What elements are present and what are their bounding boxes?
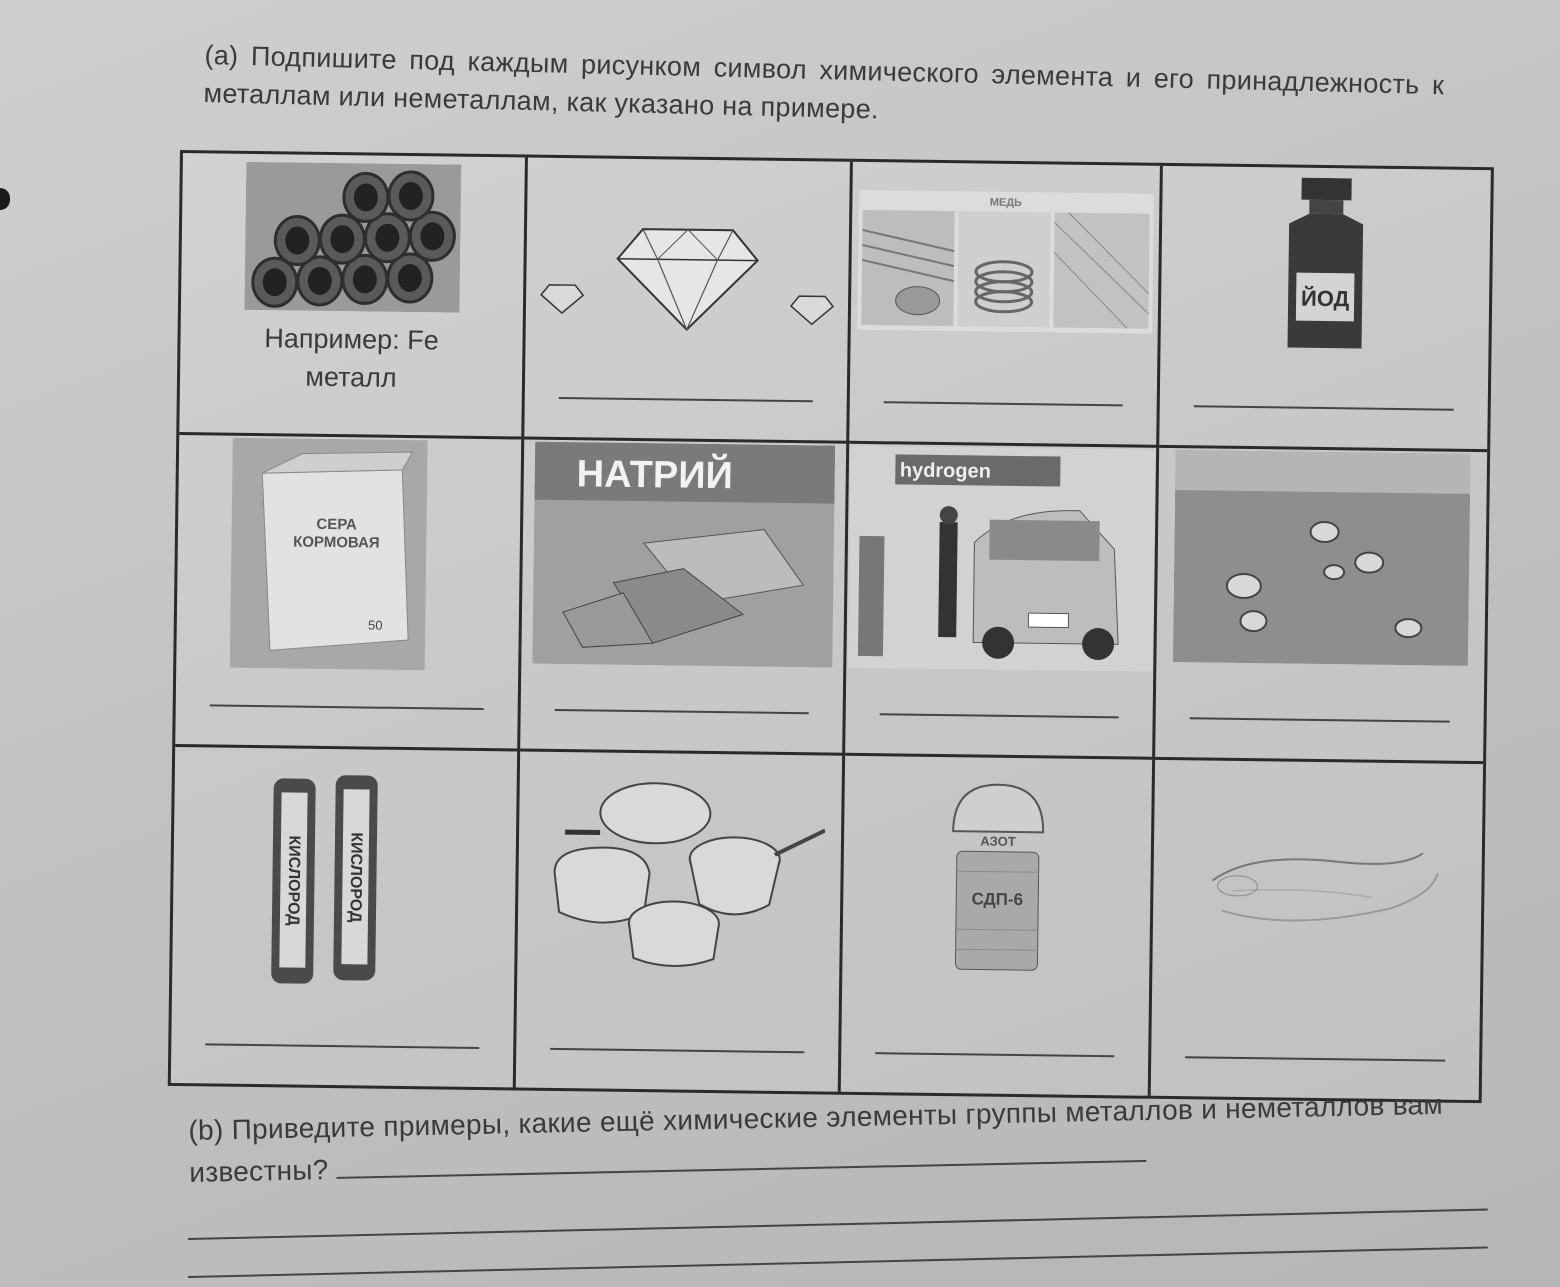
cell-nitrogen <box>841 756 1155 1096</box>
nitrogen-label: СДП-6 <box>970 889 1023 910</box>
cell-steel-pipes <box>179 153 528 439</box>
canisters-image <box>263 770 386 992</box>
answer-blank[interactable] <box>880 713 1119 718</box>
pots-image <box>533 772 826 976</box>
sulfur-box-weight: 50 <box>367 617 383 633</box>
oxygen-can-left: КИСЛОРОД <box>284 835 303 926</box>
page-edge-mark <box>0 188 10 210</box>
nitrogen-top: АЗОТ <box>979 833 1016 849</box>
answer-blank[interactable] <box>1190 717 1450 722</box>
sodium-banner: НАТРИЙ <box>576 453 734 498</box>
cell-copper <box>849 162 1163 448</box>
oxygen-can-right: КИСЛОРОД <box>346 832 365 923</box>
cell-glass <box>1151 760 1483 1100</box>
example-type: металл <box>305 361 397 393</box>
sulfur-box-line1: СЕРА <box>316 515 357 534</box>
droplets-image <box>1173 450 1471 666</box>
answer-line-inline[interactable] <box>336 1136 1146 1179</box>
pipes-image <box>244 162 461 313</box>
cell-sodium <box>520 440 849 756</box>
cell-aluminium <box>516 752 845 1092</box>
bottle-image <box>1269 177 1381 353</box>
question-b <box>188 1083 1489 1194</box>
cell-iodine <box>1159 166 1491 452</box>
worksheet-table <box>168 150 1494 1103</box>
answer-blank[interactable] <box>884 401 1123 406</box>
sulfur-box-line2: КОРМОВАЯ <box>293 533 380 552</box>
answer-blank[interactable] <box>559 397 813 402</box>
answer-line-1[interactable] <box>188 1209 1488 1240</box>
answer-blank[interactable] <box>550 1048 804 1053</box>
diamond-image <box>537 203 839 337</box>
cell-diamonds <box>524 158 853 444</box>
cell-oxygen <box>171 747 520 1087</box>
copper-image <box>857 190 1154 334</box>
sodium-image <box>532 442 835 668</box>
cell-sulfur <box>175 435 524 751</box>
hydrogen-sign: hydrogen <box>899 459 991 483</box>
question-a: (a) Подпишите под каждым рисунком символ химического элемента и его принадлежность к металлам или неметаллам, как указано на примере. <box>203 39 1445 125</box>
answer-blank[interactable] <box>555 709 809 714</box>
car-image <box>847 446 1155 672</box>
iodine-label: ЙОД <box>1300 285 1350 312</box>
cylinder-image <box>931 779 1064 981</box>
answer-blank[interactable] <box>210 704 484 710</box>
answer-blank[interactable] <box>875 1052 1114 1057</box>
answer-blank[interactable] <box>1194 405 1454 410</box>
glass-image <box>1192 830 1443 943</box>
answer-line-2[interactable] <box>188 1247 1488 1278</box>
example-symbol: Например: Fe <box>264 323 439 356</box>
answer-blank[interactable] <box>1185 1056 1445 1061</box>
box-image <box>230 438 428 671</box>
cell-hydrogen <box>845 444 1159 760</box>
cell-mercury <box>1155 448 1487 764</box>
question-b-text: (b) Приведите примеры, какие ещё химические элементы группы металлов и неметаллов вам известны? <box>188 1088 1444 1188</box>
answer-blank[interactable] <box>205 1043 479 1049</box>
copper-sign: МЕДЬ <box>989 196 1022 210</box>
